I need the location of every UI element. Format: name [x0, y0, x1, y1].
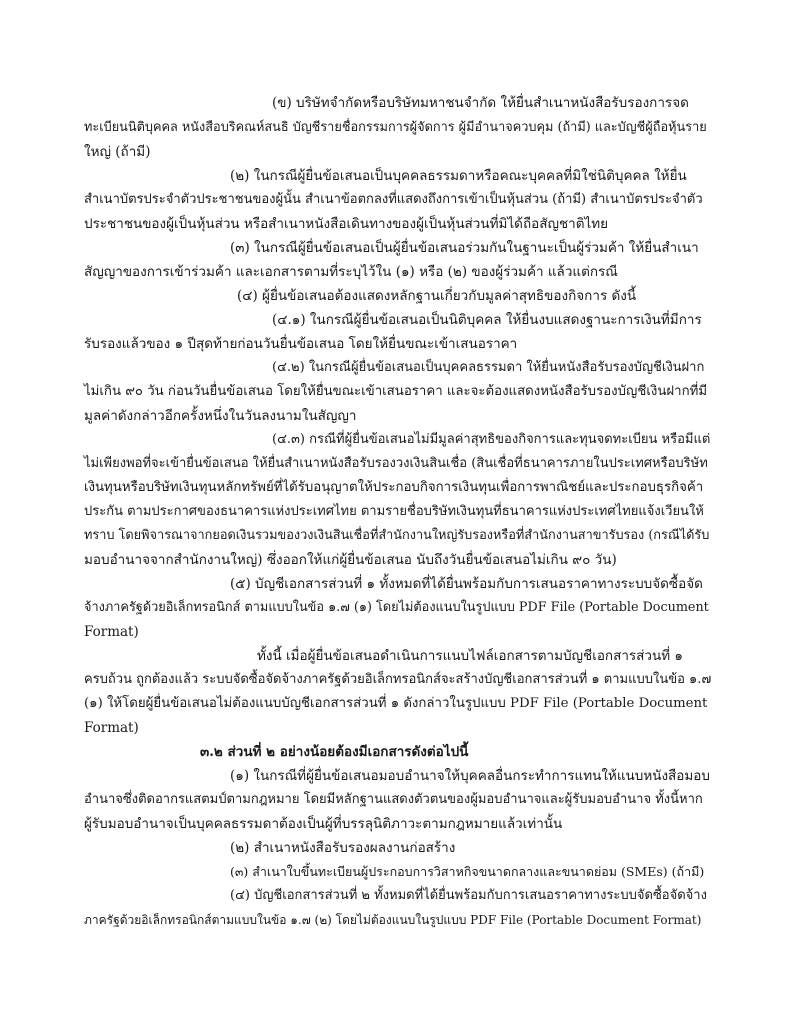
paragraph-line: (๔) ผู้ยื่นข้อเสนอต้องแสดงหลักฐานเกี่ยวกับมูลค่าสุทธิของกิจการ ดังนี้ [237, 288, 637, 304]
paragraph-line: (๒) ในกรณีผู้ยื่นข้อเสนอเป็นบุคคลธรรมดาหรือคณะบุคคลที่มิใช่นิติบุคคล ให้ยื่น [230, 168, 687, 184]
paragraph-line: สำเนาบัตรประจำตัวประชาชนของผู้นั้น สำเนาข้อตกลงที่แสดงถึงการเข้าเป็นหุ้นส่วน (ถ้ามี) สำเนาบัตรประจำตัว [84, 192, 703, 207]
paragraph-line: (๔.๑) ในกรณีผู้ยื่นข้อเสนอเป็นนิติบุคคล ให้ยื่นงบแสดงฐานะการเงินที่มีการ [272, 312, 702, 328]
paragraph-line: รับรองแล้วของ ๑ ปีสุดท้ายก่อนวันยื่นข้อเสนอ โดยให้ยื่นขณะเข้าเสนอราคา [84, 336, 518, 352]
paragraph-line: (๑) ในกรณีที่ผู้ยื่นข้อเสนอมอบอำนาจให้บุคคลอื่นกระทำการแทนให้แนบหนังสือมอบ [230, 768, 710, 784]
paragraph-line: ผู้รับมอบอำนาจเป็นบุคคลธรรมดาต้องเป็นผู้ที่บรรลุนิติภาวะตามกฎหมายแล้วเท่านั้น [84, 816, 563, 832]
paragraph-line: ไม่เพียงพอที่จะเข้ายื่นข้อเสนอ ให้ยื่นสำเนาหนังสือรับรองวงเงินสินเชื่อ (สินเชื่อที่ธนาคารภายในประเทศหรือบริษัท [84, 456, 708, 471]
paragraph-line: (๔) บัญชีเอกสารส่วนที่ ๒ ทั้งหมดที่ได้ยื่นพร้อมกับการเสนอราคาทางระบบจัดซื้อจัดจ้าง [230, 888, 707, 903]
paragraph-line: (๒) สำเนาหนังสือรับรองผลงานก่อสร้าง [230, 840, 456, 856]
paragraph-line: ครบถ้วน ถูกต้องแล้ว ระบบจัดซื้อจัดจ้างภาครัฐด้วยอิเล็กทรอนิกส์จะสร้างบัญชีเอกสารส่วนที่ ๑ ตามแบบในข้อ ๑.๗ [84, 672, 712, 687]
paragraph-line: ประชาชนของผู้เป็นหุ้นส่วน หรือสำเนาหนังสือเดินทางของผู้เป็นหุ้นส่วนที่มิได้ถือสัญชาติไทย [84, 216, 609, 232]
paragraph-line: (๕) บัญชีเอกสารส่วนที่ ๑ ทั้งหมดที่ได้ยื่นพร้อมกับการเสนอราคาทางระบบจัดซื้อจัด [230, 576, 703, 592]
paragraph-line: สัญญาของการเข้าร่วมค้า และเอกสารตามที่ระบุไว้ใน (๑) หรือ (๒) ของผู้ร่วมค้า แล้วแต่กรณี [84, 264, 618, 280]
paragraph-line: ทั้งนี้ เมื่อผู้ยื่นข้อเสนอดำเนินการแนบไฟล์เอกสารตามบัญชีเอกสารส่วนที่ ๑ [257, 648, 683, 664]
paragraph-line: (๔.๓) กรณีที่ผู้ยื่นข้อเสนอไม่มีมูลค่าสุทธิของกิจการและทุนจดทะเบียน หรือมีแต่ [272, 432, 711, 447]
paragraph-line: Format) [84, 624, 139, 640]
paragraph-line: (๑) ให้โดยผู้ยื่นข้อเสนอไม่ต้องแนบบัญชีเอกสารส่วนที่ ๑ ดังกล่าวในรูปแบบ PDF File (Portable Document [84, 696, 708, 711]
paragraph-line: มูลค่าดังกล่าวอีกครั้งหนึ่งในวันลงนามในสัญญา [84, 408, 357, 424]
paragraph-line: ทราบ โดยพิจารณาจากยอดเงินรวมของวงเงินสินเชื่อที่สำนักงานใหญ่รับรองหรือที่สำนักงานสาขารับรอง (กรณีได้รับ [84, 528, 710, 543]
section-heading: ๓.๒ ส่วนที่ ๒ อย่างน้อยต้องมีเอกสารดังต่อไปนี้ [200, 744, 469, 760]
paragraph-line: (๓) ในกรณีผู้ยื่นข้อเสนอเป็นผู้ยื่นข้อเสนอร่วมกันในฐานะเป็นผู้ร่วมค้า ให้ยื่นสำเนา [230, 240, 699, 256]
paragraph-line: มอบอำนาจจากสำนักงานใหญ่) ซึ่งออกให้แก่ผู้ยื่นข้อเสนอ นับถึงวันยื่นข้อเสนอไม่เกิน ๙๐ วัน) [84, 552, 617, 568]
paragraph-line: จ้างภาครัฐด้วยอิเล็กทรอนิกส์ ตามแบบในข้อ ๑.๗ (๑) โดยไม่ต้องแนบในรูปแบบ PDF File (Portable Document [84, 600, 709, 615]
paragraph-line: ภาครัฐด้วยอิเล็กทรอนิกส์ตามแบบในข้อ ๑.๗ (๒) โดยไม่ต้องแนบในรูปแบบ PDF File (Portable Document Format) [84, 913, 702, 927]
paragraph-line: Format) [84, 720, 139, 736]
paragraph-line: (๓) สำเนาใบขึ้นทะเบียนผู้ประกอบการวิสาหกิจขนาดกลางและขนาดย่อม (SMEs) (ถ้ามี) [230, 864, 705, 879]
paragraph-line: ประกัน ตามประกาศของธนาคารแห่งประเทศไทย ตามรายชื่อบริษัทเงินทุนที่ธนาคารแห่งประเทศไทยแจ้งเวียนให้ [84, 504, 704, 519]
paragraph-line: (๔.๒) ในกรณีผู้ยื่นข้อเสนอเป็นบุคคลธรรมดา ให้ยื่นหนังสือรับรองบัญชีเงินฝาก [272, 360, 705, 375]
paragraph-line: อำนาจซึ่งติดอากรแสตมป์ตามกฎหมาย โดยมีหลักฐานแสดงตัวตนของผู้มอบอำนาจและผู้รับมอบอำนาจ ทั้งนี้หาก [84, 792, 703, 807]
paragraph-line: เงินทุนหรือบริษัทเงินทุนหลักทรัพย์ที่ได้รับอนุญาตให้ประกอบกิจการเงินทุนเพื่อการพาณิชย์และประกอบธุรกิจค้า [84, 480, 704, 495]
paragraph-line: ใหญ่ (ถ้ามี) [84, 144, 151, 160]
paragraph-line: ไม่เกิน ๙๐ วัน ก่อนวันยื่นข้อเสนอ โดยให้ยื่นขณะเข้าเสนอราคา และจะต้องแสดงหนังสือรับรองบัญชีเงินฝากที่มี [84, 384, 708, 399]
paragraph-line: ทะเบียนนิติบุคคล หนังสือบริคณห์สนธิ บัญชีรายชื่อกรรมการผู้จัดการ ผู้มีอำนาจควบคุม (ถ้ามี) และบัญชีผู้ถือหุ้นราย [84, 120, 707, 135]
paragraph-line: (ข) บริษัทจำกัดหรือบริษัทมหาชนจำกัด ให้ยื่นสำเนาหนังสือรับรองการจด [272, 95, 689, 111]
